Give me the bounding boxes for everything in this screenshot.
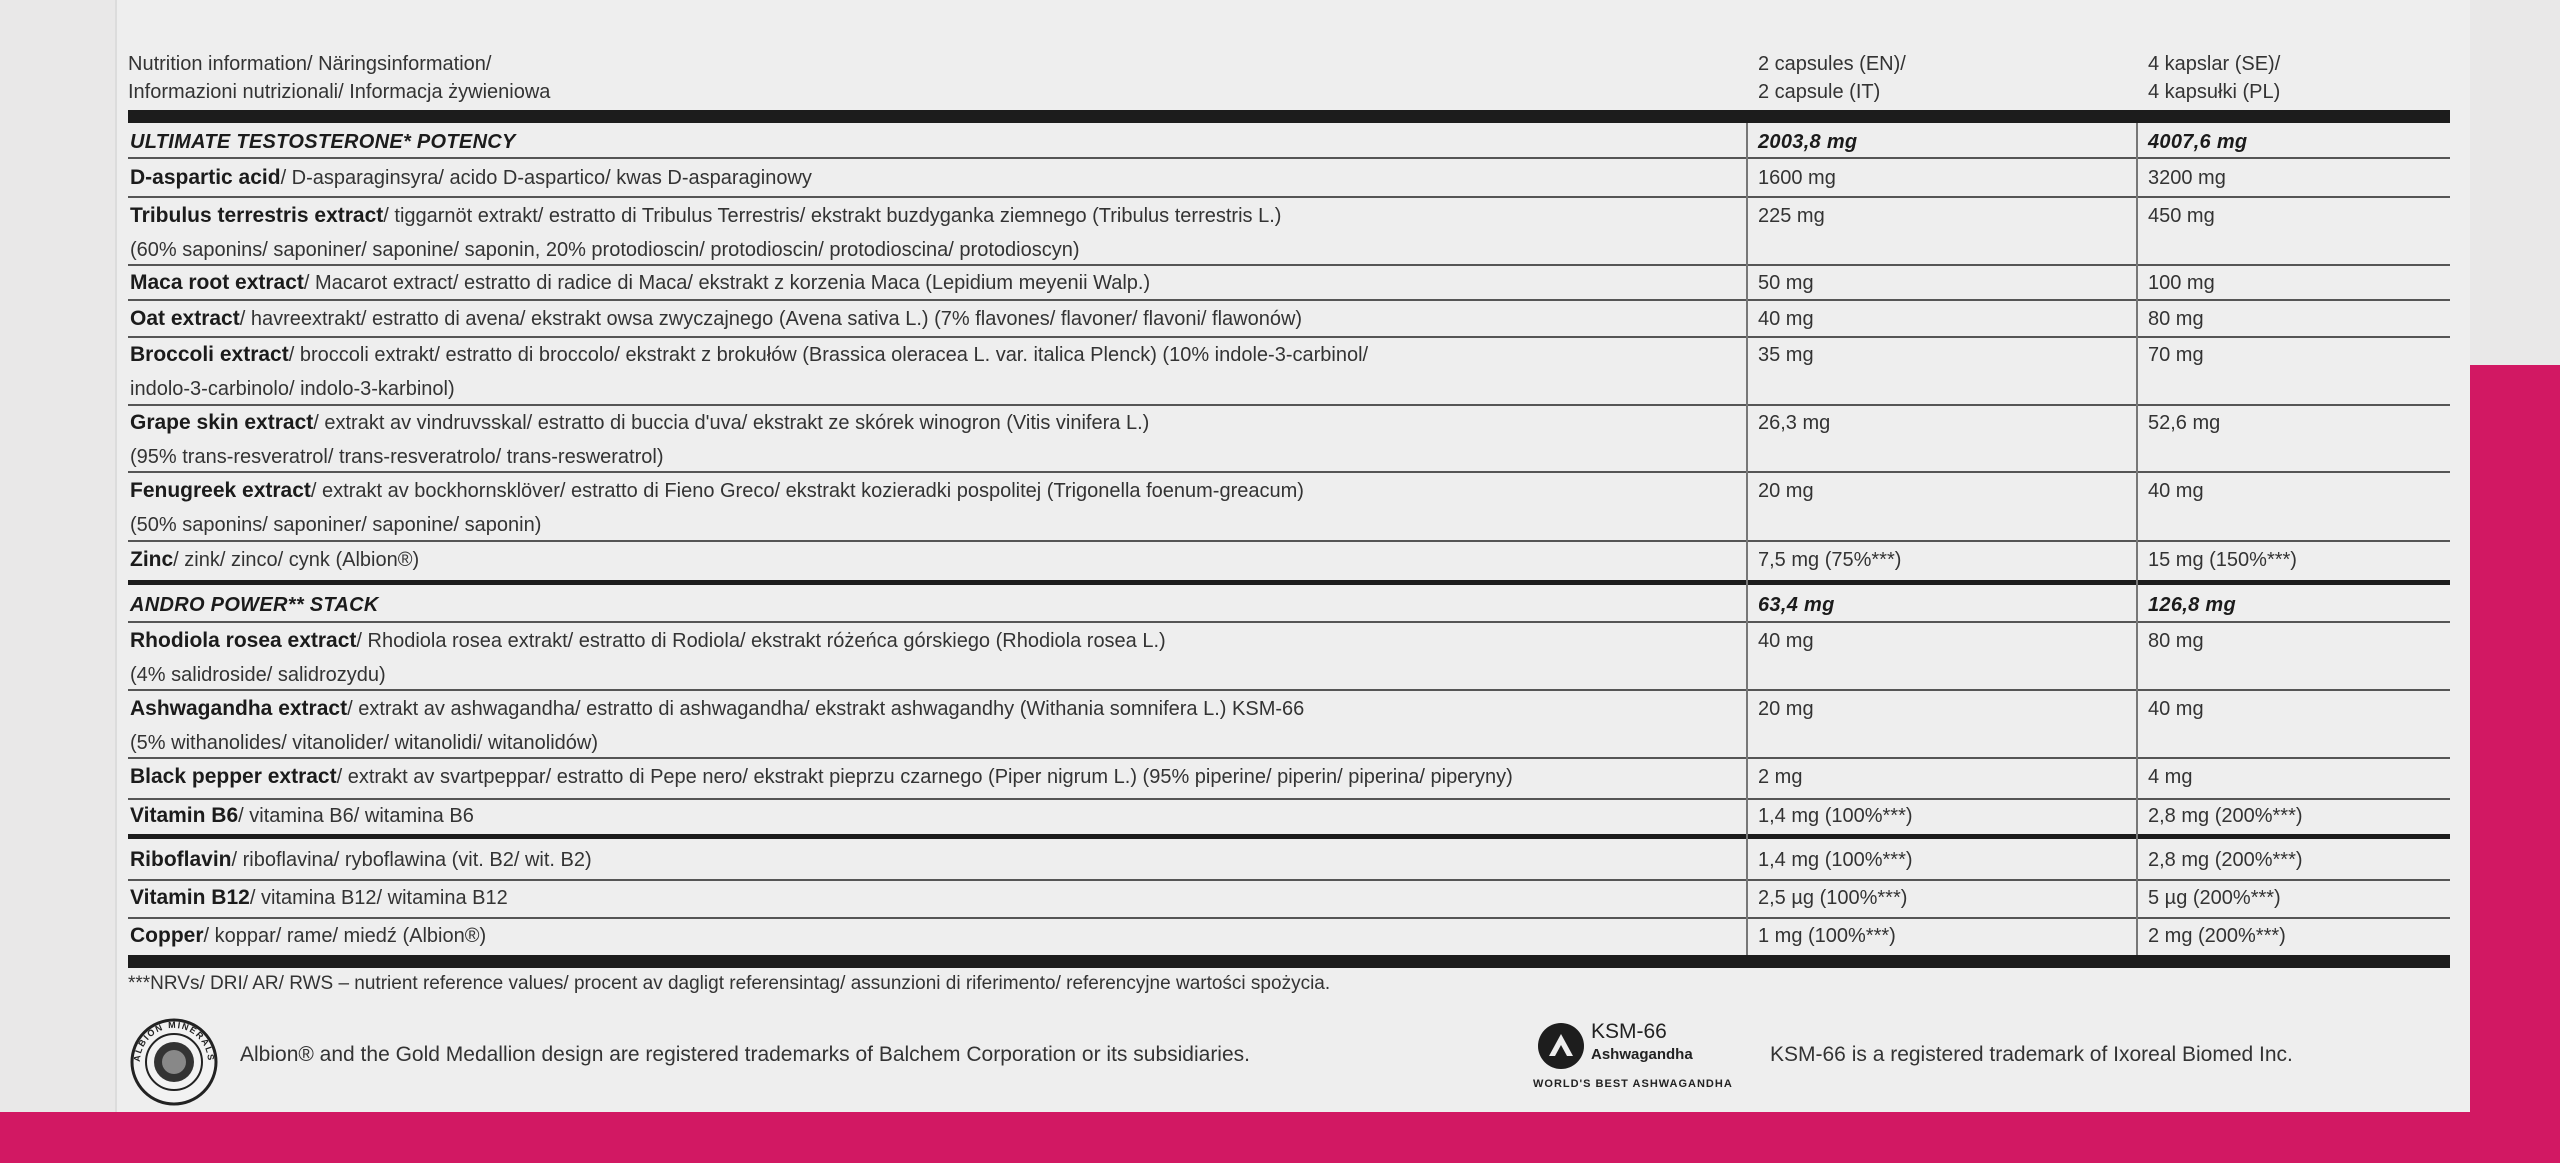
ksm66-tagline: WORLD'S BEST ASHWAGANDHA bbox=[1533, 1078, 1733, 1090]
pink-background-bottom bbox=[0, 1112, 2560, 1163]
ingredient-name bbox=[130, 843, 592, 877]
ingredient-bold: Tribulus terrestris extract bbox=[130, 204, 384, 227]
value-col2: 100 mg bbox=[2148, 272, 2215, 294]
ingredient-bold: Rhodiola rosea extract bbox=[130, 629, 357, 652]
value-col1: 50 mg bbox=[1758, 272, 1814, 294]
table-header-col2 bbox=[2148, 50, 2280, 106]
ingredient-name bbox=[130, 543, 419, 577]
ksm66-title: KSM-66 bbox=[1591, 1020, 1667, 1043]
ingredient-text-line2: (95% trans-resveratrol/ trans-resveratrolo/ trans-resweratrol) bbox=[130, 446, 664, 468]
value-col1: 1600 mg bbox=[1758, 167, 1836, 189]
section-value-col2: 4007,6 mg bbox=[2148, 131, 2248, 153]
ingredient-name bbox=[130, 760, 1513, 794]
value-col2: 15 mg (150%***) bbox=[2148, 549, 2297, 571]
value-col2: 70 mg bbox=[2148, 344, 2204, 366]
rule-top bbox=[128, 110, 2450, 123]
ingredient-bold: Fenugreek extract bbox=[130, 479, 311, 502]
ingredient-name bbox=[130, 692, 1304, 760]
ingredient-text: / vitamina B6/ witamina B6 bbox=[238, 805, 474, 827]
ingredient-text: / D-asparaginsyra/ acido D-aspartico/ kwas D-asparaginowy bbox=[280, 167, 812, 189]
value-col1: 2,5 µg (100%***) bbox=[1758, 887, 1908, 909]
footnote: ***NRVs/ DRI/ AR/ RWS – nutrient reference values/ procent av dagligt referensintag/ assunzioni di riferimento/ referencyjne wartości spożycia. bbox=[128, 973, 1331, 994]
pink-background-right bbox=[2470, 365, 2560, 1163]
rule-bottom bbox=[128, 955, 2450, 968]
ingredient-name bbox=[130, 919, 486, 953]
section-value-col1: 2003,8 mg bbox=[1758, 131, 1858, 153]
ingredient-text-line2: indolo-3-carbinolo/ indolo-3-karbinol) bbox=[130, 378, 455, 400]
ksm66-logo bbox=[1533, 1016, 1743, 1096]
ingredient-bold: Oat extract bbox=[130, 307, 240, 330]
ingredient-text: / koppar/ rame/ miedź (Albion®) bbox=[203, 925, 487, 947]
value-col2: 80 mg bbox=[2148, 630, 2204, 652]
value-col2: 40 mg bbox=[2148, 480, 2204, 502]
value-col2: 4 mg bbox=[2148, 766, 2193, 788]
value-col1: 1 mg (100%***) bbox=[1758, 925, 1896, 947]
column-divider bbox=[1746, 123, 1748, 955]
header-label-line2: Informazioni nutrizionali/ Informacja żywieniowa bbox=[128, 81, 551, 103]
header-col1-line2: 2 capsule (IT) bbox=[1758, 81, 1881, 103]
value-col2: 3200 mg bbox=[2148, 167, 2226, 189]
ingredient-text: / broccoli extrakt/ estratto di broccolo/ ekstrakt z brokułów (Brassica oleracea L. var. italica Plenck) (10% indole-3-carbinol/ bbox=[288, 344, 1369, 366]
ingredient-bold: Ashwagandha extract bbox=[130, 697, 348, 720]
ingredient-bold: Riboflavin bbox=[130, 848, 232, 871]
header-label-line1: Nutrition information/ Näringsinformation/ bbox=[128, 53, 492, 75]
ingredient-text: / extrakt av svartpeppar/ estratto di Pepe nero/ ekstrakt pieprzu czarnego (Piper nigrum L.) (95% piperine/ piperin/ piperina/ piperyny) bbox=[336, 766, 1513, 788]
value-col2: 52,6 mg bbox=[2148, 412, 2221, 434]
ingredient-bold: Vitamin B6 bbox=[130, 804, 239, 827]
table-header-col1 bbox=[1758, 50, 1906, 106]
albion-seal-text: ALBION MINERALS bbox=[131, 1019, 217, 1063]
value-col1: 40 mg bbox=[1758, 630, 1814, 652]
section-title: ULTIMATE TESTOSTERONE* POTENCY bbox=[130, 131, 516, 153]
ingredient-bold: D-aspartic acid bbox=[130, 166, 281, 189]
ingredient-name bbox=[130, 624, 1166, 692]
value-col2: 450 mg bbox=[2148, 205, 2215, 227]
ingredient-bold: Zinc bbox=[130, 548, 174, 571]
value-col2: 80 mg bbox=[2148, 308, 2204, 330]
ingredient-text-line2: (5% withanolides/ vitanolider/ witanolidi/ witanolidów) bbox=[130, 732, 599, 754]
ingredient-name bbox=[130, 799, 474, 833]
ingredient-name bbox=[130, 474, 1304, 542]
ingredient-name bbox=[130, 199, 1281, 267]
ingredient-bold: Maca root extract bbox=[130, 271, 304, 294]
value-col1: 225 mg bbox=[1758, 205, 1825, 227]
value-col2: 5 µg (200%***) bbox=[2148, 887, 2281, 909]
value-col2: 2,8 mg (200%***) bbox=[2148, 805, 2303, 827]
value-col1: 20 mg bbox=[1758, 480, 1814, 502]
ingredient-text: / extrakt av ashwagandha/ estratto di ashwagandha/ ekstrakt ashwagandhy (Withania somnifera L.) KSM-66 bbox=[347, 698, 1305, 720]
ingredient-text: / tiggarnöt extrakt/ estratto di Tribulus Terrestris/ ekstrakt buzdyganka ziemnego (Tribulus terrestris L.) bbox=[383, 205, 1282, 227]
ingredient-bold: Grape skin extract bbox=[130, 411, 314, 434]
ingredient-text: / havreextrakt/ estratto di avena/ ekstrakt owsa zwyczajnego (Avena sativa L.) (7% flavones/ flavoner/ flavoni/ flawonów) bbox=[239, 308, 1303, 330]
value-col1: 40 mg bbox=[1758, 308, 1814, 330]
ingredient-text: / Rhodiola rosea extrakt/ estratto di Rodiola/ ekstrakt różeńca górskiego (Rhodiola rosea L.) bbox=[356, 630, 1166, 652]
value-col2: 40 mg bbox=[2148, 698, 2204, 720]
ingredient-text-line2: (4% salidroside/ salidrozydu) bbox=[130, 664, 386, 686]
rule-section bbox=[128, 580, 2450, 585]
ingredient-text: / extrakt av vindruvsskal/ estratto di buccia d'uva/ ekstrakt ze skórek winogron (Vitis vinifera L.) bbox=[313, 412, 1150, 434]
albion-seal-icon bbox=[130, 1018, 218, 1106]
rule bbox=[128, 196, 2450, 198]
rule-section bbox=[128, 834, 2450, 839]
value-col1: 1,4 mg (100%***) bbox=[1758, 805, 1913, 827]
ingredient-name bbox=[130, 881, 508, 915]
ksm66-emblem-icon bbox=[1537, 1022, 1585, 1070]
value-col1: 1,4 mg (100%***) bbox=[1758, 849, 1913, 871]
ingredient-name bbox=[130, 406, 1149, 474]
panel-edge bbox=[115, 0, 117, 1112]
ksm66-subtitle: Ashwagandha bbox=[1591, 1046, 1693, 1063]
value-col1: 2 mg bbox=[1758, 766, 1803, 788]
ingredient-text: / riboflavina/ ryboflawina (vit. B2/ wit. B2) bbox=[231, 849, 592, 871]
header-col2-line2: 4 kapsułki (PL) bbox=[2148, 81, 2281, 103]
section-title: ANDRO POWER** STACK bbox=[130, 594, 379, 616]
ingredient-text-line2: (50% saponins/ saponiner/ saponine/ saponin) bbox=[130, 514, 542, 536]
section-value-col2: 126,8 mg bbox=[2148, 594, 2237, 616]
ingredient-text: / extrakt av bockhornsklöver/ estratto di Fieno Greco/ ekstrakt kozieradki pospolitej (Trigonella foenum-greacum) bbox=[310, 480, 1304, 502]
value-col1: 26,3 mg bbox=[1758, 412, 1831, 434]
header-col2-line1: 4 kapslar (SE)/ bbox=[2148, 53, 2281, 75]
ingredient-text: / zink/ zinco/ cynk (Albion®) bbox=[173, 549, 420, 571]
ingredient-text: / vitamina B12/ witamina B12 bbox=[249, 887, 508, 909]
ingredient-name bbox=[130, 266, 1150, 300]
table-header-label bbox=[128, 50, 550, 106]
ingredient-text: / Macarot extract/ estratto di radice di Maca/ ekstrakt z korzenia Maca (Lepidium meyenii Walp.) bbox=[303, 272, 1151, 294]
ingredient-bold: Broccoli extract bbox=[130, 343, 289, 366]
value-col1: 20 mg bbox=[1758, 698, 1814, 720]
ingredient-bold: Black pepper extract bbox=[130, 765, 337, 788]
ingredient-name bbox=[130, 338, 1368, 406]
ksm66-trademark-text: KSM-66 is a registered trademark of Ixoreal Biomed Inc. bbox=[1770, 1043, 2293, 1066]
value-col1: 7,5 mg (75%***) bbox=[1758, 549, 1902, 571]
ingredient-name bbox=[130, 161, 812, 195]
value-col1: 35 mg bbox=[1758, 344, 1814, 366]
ingredient-text-line2: (60% saponins/ saponiner/ saponine/ saponin, 20% protodioscin/ protodioscin/ protodioscina/ protodioscyn) bbox=[130, 239, 1080, 261]
rule bbox=[128, 621, 2450, 623]
column-divider bbox=[2136, 123, 2138, 955]
ingredient-bold: Copper bbox=[130, 924, 204, 947]
value-col2: 2 mg (200%***) bbox=[2148, 925, 2286, 947]
value-col2: 2,8 mg (200%***) bbox=[2148, 849, 2303, 871]
header-col1-line1: 2 capsules (EN)/ bbox=[1758, 53, 1906, 75]
ingredient-name bbox=[130, 302, 1302, 336]
albion-trademark-text: Albion® and the Gold Medallion design are registered trademarks of Balchem Corporation or its subsidiaries. bbox=[240, 1043, 1250, 1066]
rule bbox=[128, 798, 2450, 800]
section-value-col1: 63,4 mg bbox=[1758, 594, 1835, 616]
ingredient-bold: Vitamin B12 bbox=[130, 886, 250, 909]
